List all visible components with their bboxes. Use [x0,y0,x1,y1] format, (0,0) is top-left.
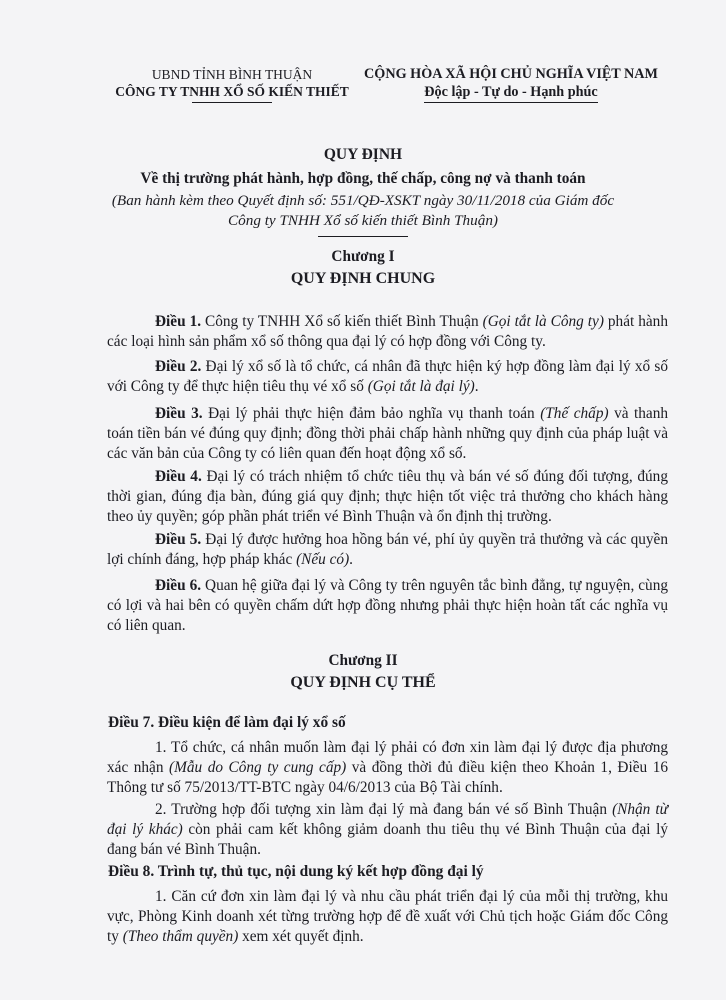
issuer-company: CÔNG TY TNHH XỔ SỐ KIẾN THIẾT [115,84,349,99]
article-1-label: Điều 1. [155,313,202,330]
chapter2-label: Chương II [328,652,398,669]
article-4-text: Đại lý có trách nhiệm tổ chức tiêu thụ và bán vé số đúng đối tượng, đúng thời gian, đúng địa bàn, đúng giá quy định; thực hiện tốt việc trả thưởng cho khách hàng theo ủy quyền; góp phần phát triển vé Bình Thuận và ổn định thị trường. [107,468,668,526]
national-header [364,66,658,103]
title-divider [318,236,408,237]
article-8-clause-1-text-cont: xem xét quyết định. [238,928,364,946]
article-2-text-cont: . [474,378,479,396]
article-2-note: (Gọi tắt là đại lý) [367,378,475,396]
article-1-note: (Gọi tắt là Công ty) [482,313,604,330]
article-2-text: Đại lý xổ số là tổ chức, cá nhân đã thực hiện ký hợp đồng làm đại lý xổ số với Công ty để thực hiện tiêu thụ vé xổ số [107,358,668,396]
article-4-label: Điều 4. [155,468,202,485]
article-5 [107,530,668,570]
article-7-clause-1 [107,738,668,799]
issuance-note-line2: Công ty TNHH Xổ số kiến thiết Bình Thuận) [228,212,498,229]
article-3-label: Điều 3. [155,405,203,422]
article-5-text-cont: . [349,551,353,569]
article-8-heading: Điều 8. Trình tự, thủ tục, nội dung ký kết hợp đồng đại lý [108,863,484,880]
national-title: CỘNG HÒA XÃ HỘI CHỦ NGHĨA VIỆT NAM [364,66,658,82]
article-6 [107,576,668,637]
chapter1-title: QUY ĐỊNH CHUNG [290,270,436,287]
chapter1-label: Chương I [331,248,395,265]
article-1 [107,312,668,352]
article-6-text: Quan hệ giữa đại lý và Công ty trên nguyên tắc bình đẳng, tự nguyện, cùng có lợi và hai bên có quyền chấm dứt hợp đồng nhưng phải thực hiện hoàn tất các nghĩa vụ có liên quan. [107,577,668,635]
article-6-label: Điều 6. [155,577,202,594]
article-2 [107,357,668,397]
national-motto: Độc lập - Tự do - Hạnh phúc [424,83,597,103]
issuer-authority: UBND TỈNH BÌNH THUẬN [151,67,313,82]
article-5-text: Đại lý được hưởng hoa hồng bán vé, phí ủy quyền trả thưởng và các quyền lợi chính đáng, hợp pháp khác [107,531,668,569]
article-7-clause-2-text-cont: còn phải cam kết không giảm doanh thu tiêu thụ vé Bình Thuận của đại lý đang bán vé Bình Thuận. [107,821,668,859]
article-7-heading: Điều 7. Điều kiện để làm đại lý xổ số [108,714,346,731]
document-title: QUY ĐỊNH [323,146,403,163]
article-7-clause-1-text-cont: và đồng thời đủ điều kiện theo Khoản 1, Điều 16 Thông tư số 75/2013/TT-BTC ngày 04/6/2013 của Bộ Tài chính. [107,759,668,797]
article-7-clause-2-text: 2. Trường hợp đối tượng xin làm đại lý mà đang bán vé số Bình Thuận [155,801,613,818]
article-2-label: Điều 2. [155,358,202,375]
article-8-clause-1 [107,887,668,948]
article-8-clause-1-note: (Theo thẩm quyền) [122,928,239,946]
article-1-text-cont: phát hành các loại hình sản phẩm xổ số thông qua đại lý có hợp đồng với Công ty. [107,313,668,351]
article-3-text-cont: và thanh toán tiền bán vé đúng quy định; đồng thời phải chấp hành những quy định của pháp luật và các văn bản của Công ty có liên quan đến hoạt động xổ số. [107,405,668,463]
article-7-clause-2-note: (Nhận từ đại lý khác) [107,801,668,839]
article-5-note: (Nếu có) [296,551,350,569]
article-4 [107,467,668,528]
article-3 [107,404,668,465]
chapter2-title: QUY ĐỊNH CỤ THỂ [290,674,436,691]
article-7-clause-2 [107,800,668,861]
article-3-text: Đại lý phải thực hiện đảm bảo nghĩa vụ thanh toán [202,405,541,422]
issuer-underline [192,102,272,103]
article-8-clause-1-text: 1. Căn cứ đơn xin làm đại lý và nhu cầu phát triển đại lý của mỗi thị trường, khu vực, Phòng Kinh doanh xét từng trường hợp để đề xuất với Chủ tịch hoặc Giám đốc Công ty [107,888,668,946]
article-7-clause-1-note: (Mẫu do Công ty cung cấp) [169,759,347,777]
article-3-note: (Thế chấp) [540,405,609,422]
issuer-block [100,66,364,100]
document-subtitle: Về thị trường phát hành, hợp đồng, thế chấp, công nợ và thanh toán [140,170,586,187]
issuance-note-line1: (Ban hành kèm theo Quyết định số: 551/QĐ-XSKT ngày 30/11/2018 của Giám đốc [111,192,615,209]
article-1-text: Công ty TNHH Xổ số kiến thiết Bình Thuận [201,313,483,330]
article-5-label: Điều 5. [155,531,202,548]
article-7-clause-1-text: 1. Tổ chức, cá nhân muốn làm đại lý phải có đơn xin làm đại lý được địa phương xác nhận [107,739,668,777]
